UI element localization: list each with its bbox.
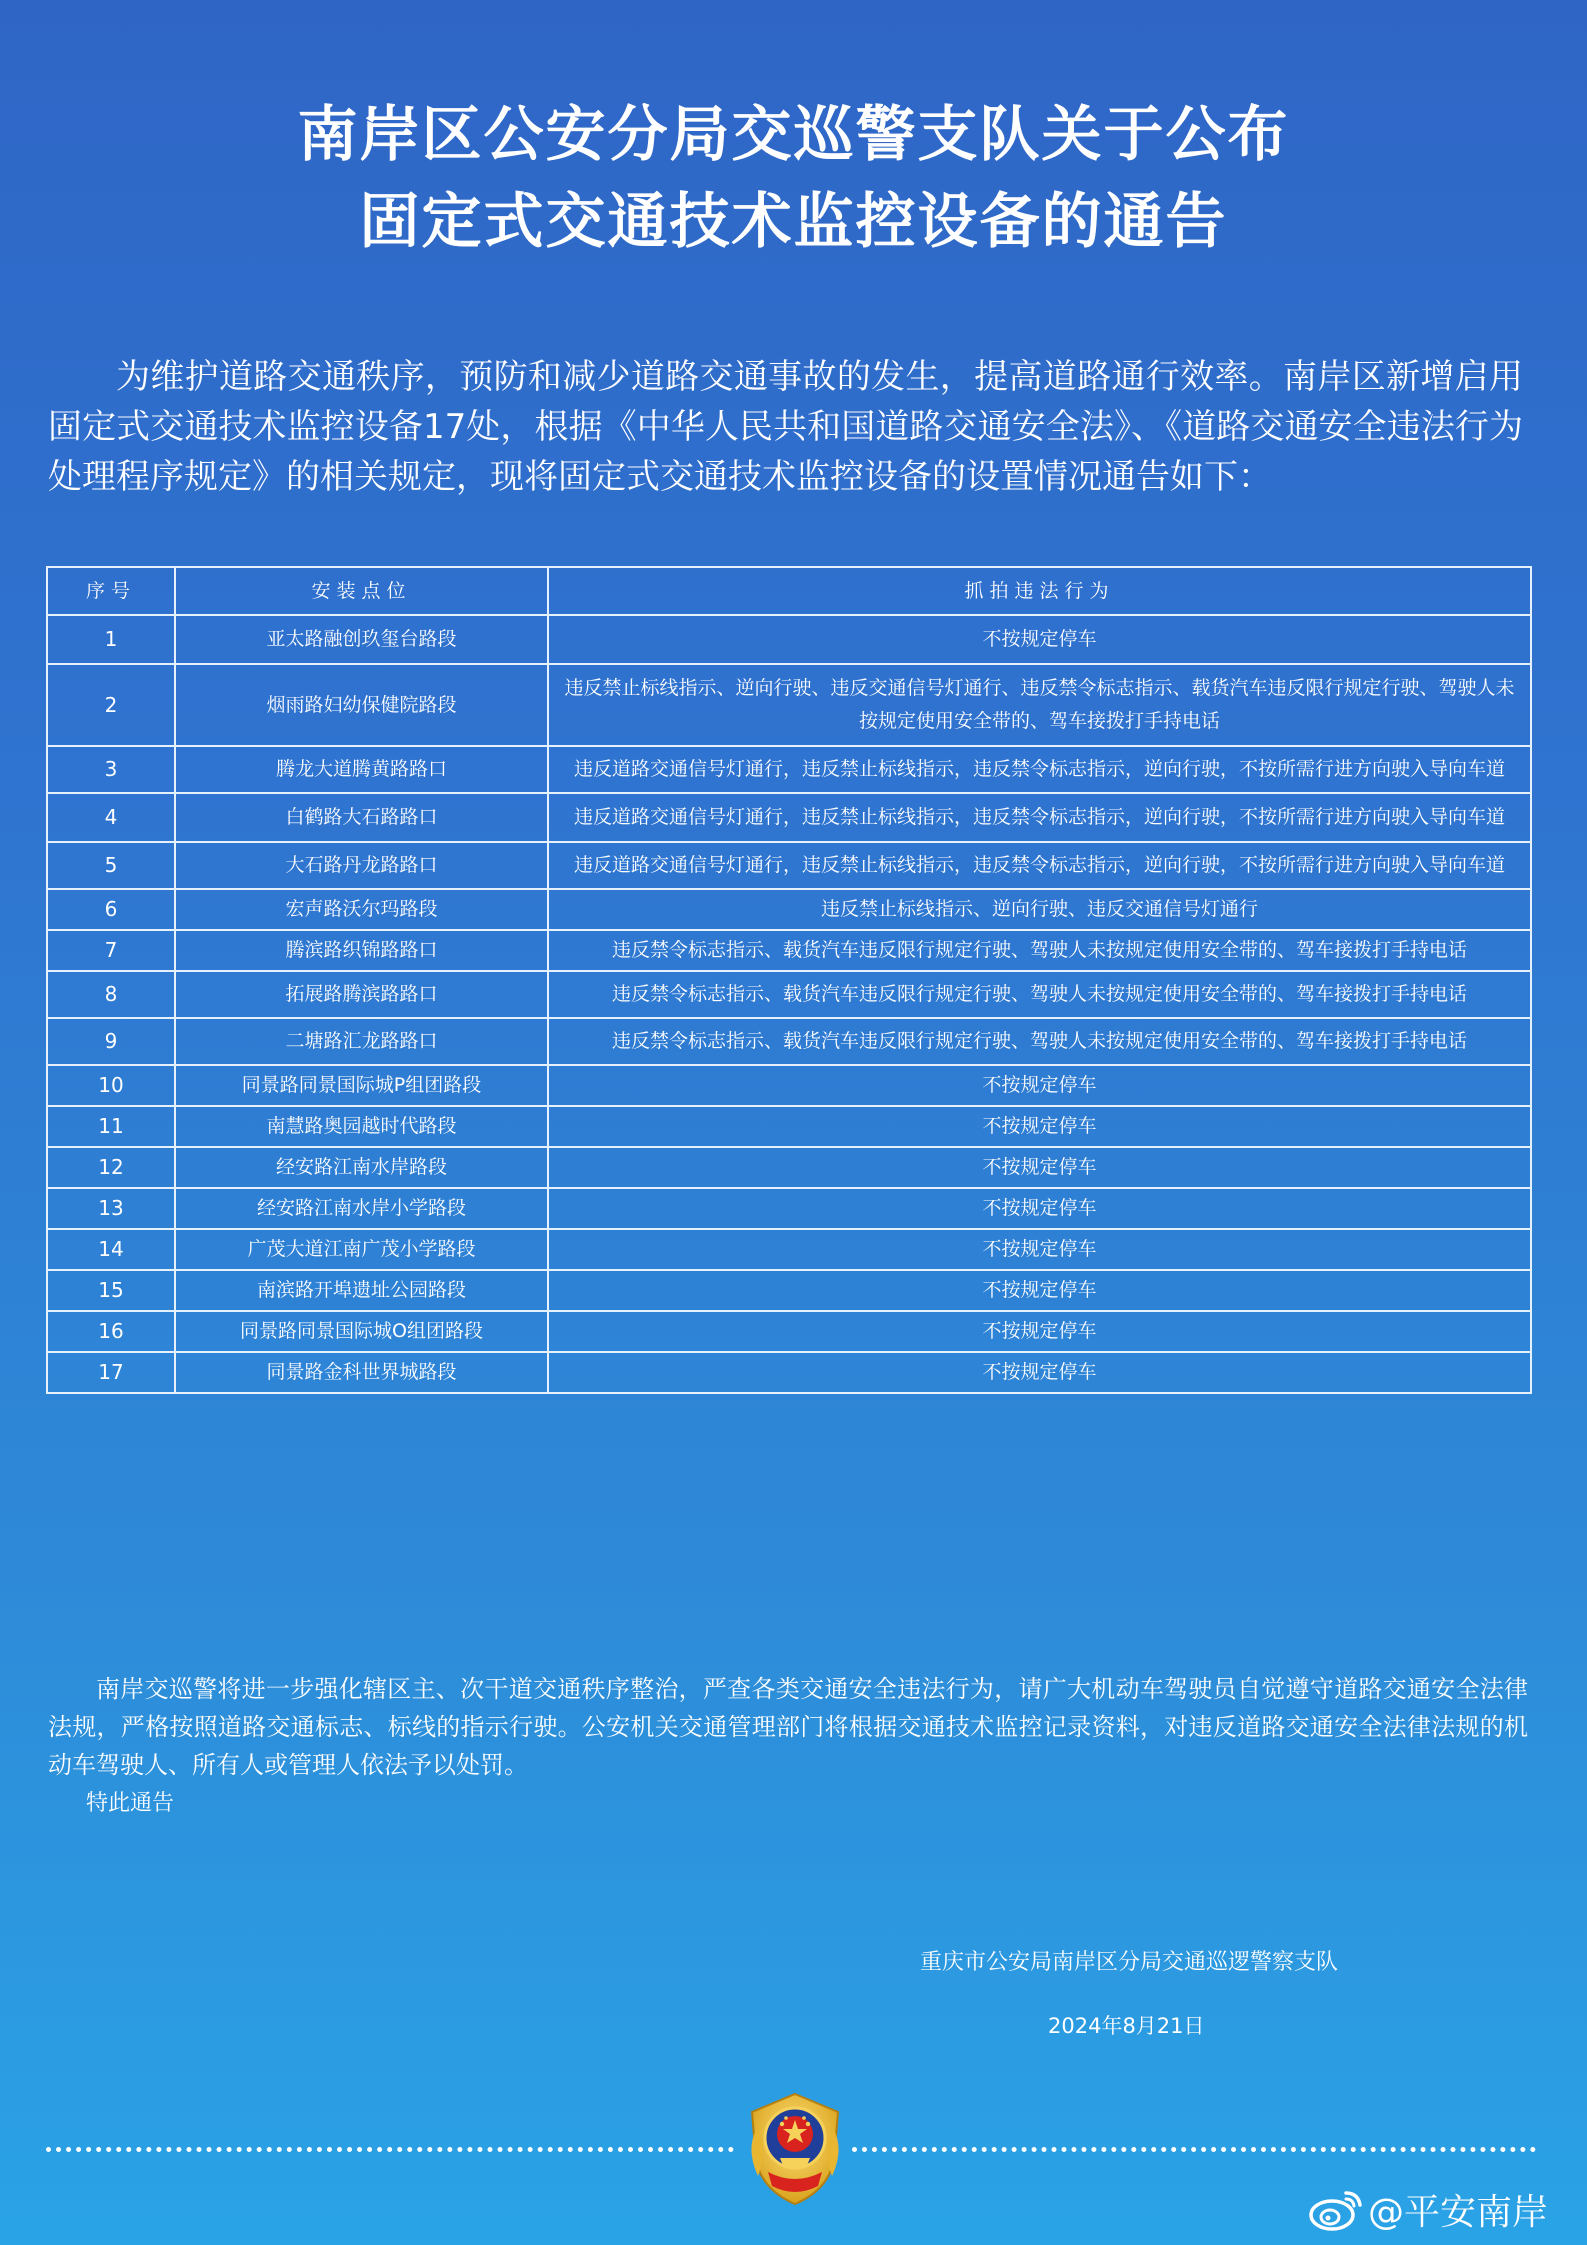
notice-title-line-1: 南岸区公安分局交巡警支队关于公布: [297, 100, 1290, 170]
issuer-signature: 重庆市公安局南岸区分局交通巡逻警察支队: [920, 1950, 1339, 1975]
row-location: 拓展路腾滨路路口: [175, 971, 548, 1018]
row-number: 1: [47, 615, 175, 664]
row-violations: 不按规定停车: [548, 1311, 1531, 1352]
row-location: 二塘路汇龙路路口: [175, 1018, 548, 1065]
row-violations: 不按规定停车: [548, 1270, 1531, 1311]
row-violations: 违反禁令标志指示、载货汽车违反限行规定行驶、驾驶人未按规定使用安全带的、驾车接拨打手持电话: [548, 971, 1531, 1018]
row-violations: 不按规定停车: [548, 1147, 1531, 1188]
row-number: 17: [47, 1352, 175, 1393]
row-violations: 违反禁令标志指示、载货汽车违反限行规定行驶、驾驶人未按规定使用安全带的、驾车接拨打手持电话: [548, 930, 1531, 971]
table-row: [47, 1352, 1531, 1393]
row-number: 9: [47, 1018, 175, 1065]
table-row: [47, 793, 1531, 842]
row-location: 南慧路奥园越时代路段: [175, 1106, 548, 1147]
row-violations: 不按规定停车: [548, 1188, 1531, 1229]
row-location: 经安路江南水岸小学路段: [175, 1188, 548, 1229]
row-location: 同景路同景国际城O组团路段: [175, 1311, 548, 1352]
table-row: [47, 615, 1531, 664]
row-number: 2: [47, 664, 175, 746]
table-row: [47, 889, 1531, 930]
table-row: [47, 1018, 1531, 1065]
row-number: 3: [47, 746, 175, 793]
row-violations: 违反禁止标线指示、逆向行驶、违反交通信号灯通行、违反禁令标志指示、载货汽车违反限行规定行驶、驾驶人未按规定使用安全带的、驾车接拨打手持电话: [548, 664, 1531, 746]
row-location: 广茂大道江南广茂小学路段: [175, 1229, 548, 1270]
row-number: 8: [47, 971, 175, 1018]
row-number: 10: [47, 1065, 175, 1106]
row-location: 亚太路融创玖玺台路段: [175, 615, 548, 664]
row-location: 大石路丹龙路路口: [175, 842, 548, 889]
row-number: 14: [47, 1229, 175, 1270]
table-row: [47, 746, 1531, 793]
intro-paragraph: 为维护道路交通秩序，预防和减少道路交通事故的发生，提高道路通行效率。南岸区新增启用固定式交通技术监控设备17处，根据《中华人民共和国道路交通安全法》、《道路交通安全违法行为处理程序规定》的相关规定，现将固定式交通技术监控设备的设置情况通告如下：: [48, 357, 1523, 497]
row-location: 腾龙大道腾黄路路口: [175, 746, 548, 793]
row-violations: 违反禁止标线指示、逆向行驶、违反交通信号灯通行: [548, 889, 1531, 930]
table-row: [47, 930, 1531, 971]
table-row: [47, 1188, 1531, 1229]
weibo-handle: @平安南岸: [1368, 2192, 1549, 2233]
row-violations: 违反道路交通信号灯通行，违反禁止标线指示，违反禁令标志指示，逆向行驶，不按所需行进方向驶入导向车道: [548, 842, 1531, 889]
row-violations: 不按规定停车: [548, 1352, 1531, 1393]
monitoring-devices-table: [46, 566, 1532, 1394]
row-number: 12: [47, 1147, 175, 1188]
row-location: 同景路同景国际城P组团路段: [175, 1065, 548, 1106]
row-number: 16: [47, 1311, 175, 1352]
row-violations: 违反道路交通信号灯通行，违反禁止标线指示，违反禁令标志指示，逆向行驶，不按所需行进方向驶入导向车道: [548, 746, 1531, 793]
row-location: 宏声路沃尔玛路段: [175, 889, 548, 930]
row-number: 7: [47, 930, 175, 971]
table-row: [47, 1311, 1531, 1352]
row-location: 白鹤路大石路路口: [175, 793, 548, 842]
table-row: [47, 1065, 1531, 1106]
notice-title-line-2: 固定式交通技术监控设备的通告: [359, 187, 1228, 257]
dotted-divider-left: [46, 2147, 734, 2152]
police-emblem-icon: [742, 2090, 848, 2208]
special-notice: 特此通告: [86, 1791, 175, 1816]
table-row: [47, 842, 1531, 889]
row-location: 南滨路开埠遗址公园路段: [175, 1270, 548, 1311]
header-number: 序号: [47, 567, 175, 615]
row-number: 15: [47, 1270, 175, 1311]
row-number: 11: [47, 1106, 175, 1147]
row-number: 13: [47, 1188, 175, 1229]
header-violations: 抓拍违法行为: [548, 567, 1531, 615]
weibo-icon: [1308, 2187, 1364, 2233]
row-violations: 不按规定停车: [548, 615, 1531, 664]
row-location: 烟雨路妇幼保健院路段: [175, 664, 548, 746]
closing-paragraph: 南岸交巡警将进一步强化辖区主、次干道交通秩序整治，严查各类交通安全违法行为，请广大机动车驾驶员自觉遵守道路交通安全法律法规，严格按照道路交通标志、标线的指示行驶。公安机关交通管理部门将根据交通技术监控记录资料，对违反道路交通安全法律法规的机动车驾驶人、所有人或管理人依法予以处罚。: [48, 1675, 1528, 1779]
dotted-divider-right: [852, 2147, 1536, 2152]
table-row: [47, 971, 1531, 1018]
table-row: [47, 1270, 1531, 1311]
row-violations: 不按规定停车: [548, 1229, 1531, 1270]
row-location: 经安路江南水岸路段: [175, 1147, 548, 1188]
row-number: 6: [47, 889, 175, 930]
table-row: [47, 1229, 1531, 1270]
header-location: 安装点位: [175, 567, 548, 615]
row-violations: 不按规定停车: [548, 1106, 1531, 1147]
row-number: 5: [47, 842, 175, 889]
table-header-row: [47, 567, 1531, 615]
table-row: [47, 1147, 1531, 1188]
row-number: 4: [47, 793, 175, 842]
row-location: 同景路金科世界城路段: [175, 1352, 548, 1393]
row-violations: 不按规定停车: [548, 1065, 1531, 1106]
weibo-watermark: [1308, 2184, 1548, 2235]
row-violations: 违反道路交通信号灯通行，违反禁止标线指示，违反禁令标志指示，逆向行驶，不按所需行进方向驶入导向车道: [548, 793, 1531, 842]
table-row: [47, 664, 1531, 746]
row-location: 腾滨路织锦路路口: [175, 930, 548, 971]
table-row: [47, 1106, 1531, 1147]
row-violations: 违反禁令标志指示、载货汽车违反限行规定行驶、驾驶人未按规定使用安全带的、驾车接拨打手持电话: [548, 1018, 1531, 1065]
issue-date: 2024年8月21日: [1048, 2014, 1205, 2038]
